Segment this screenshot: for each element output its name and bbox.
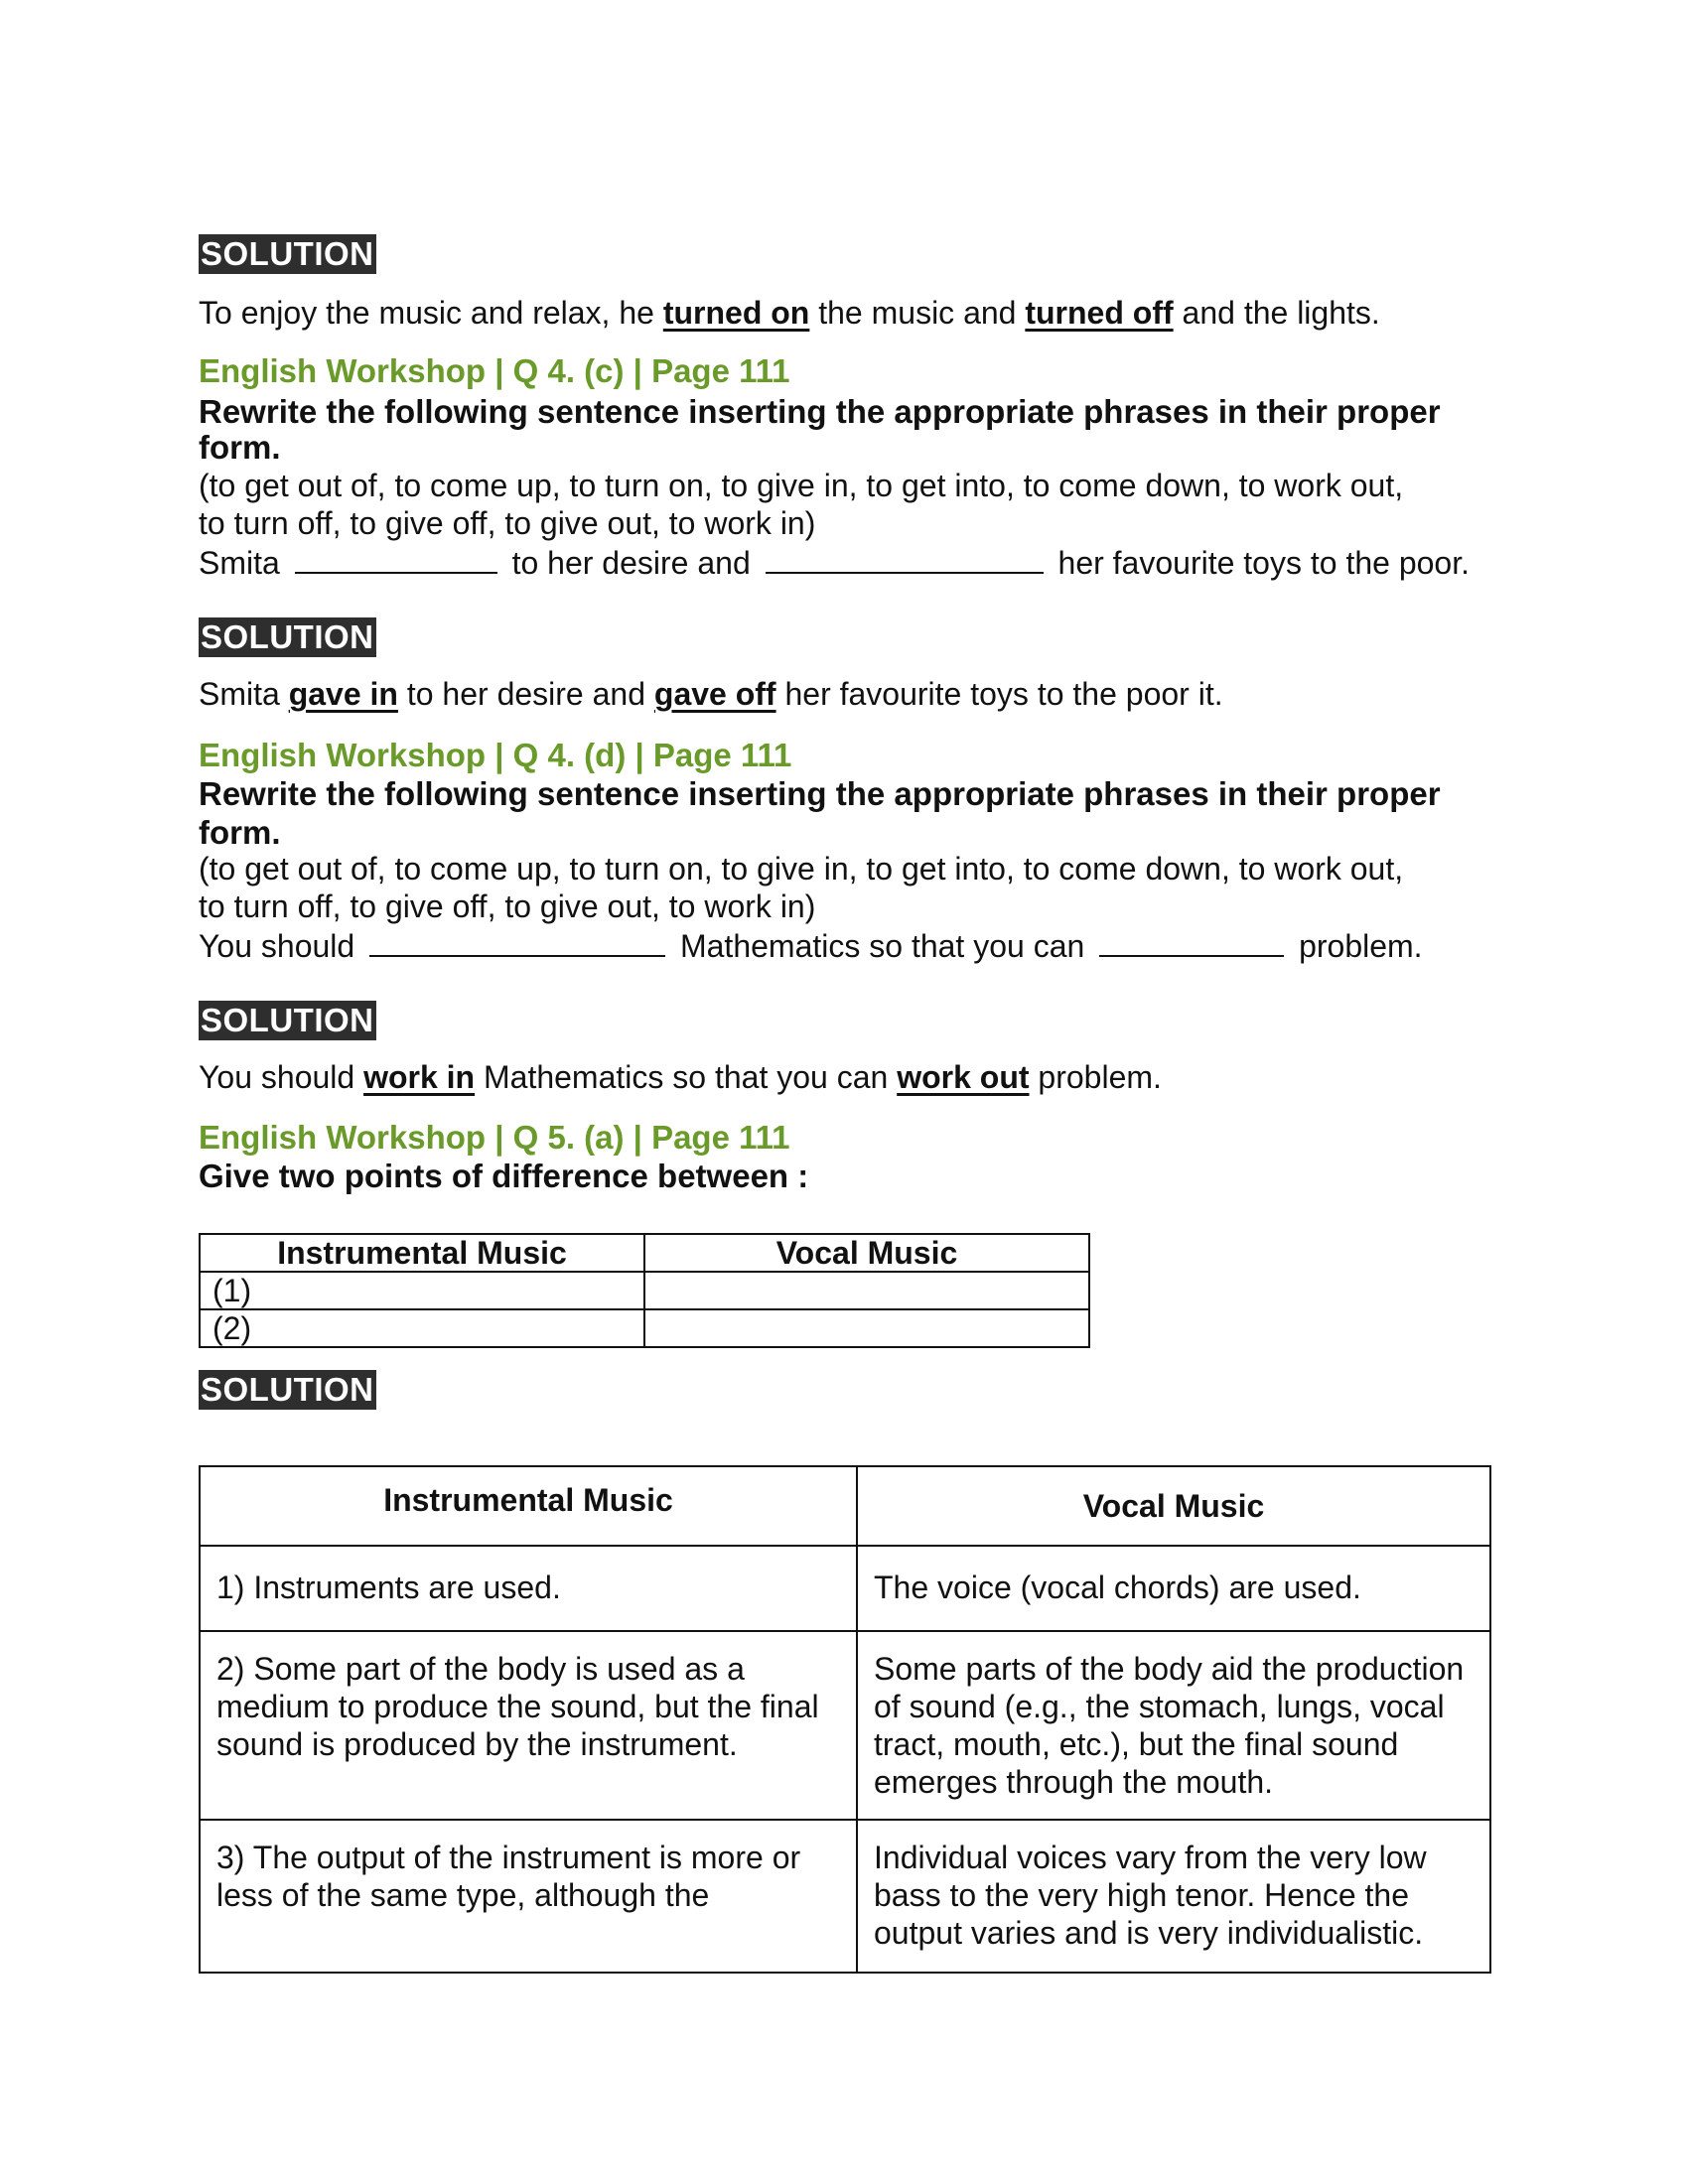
solution-label: SOLUTION [201,618,374,655]
answer-phrase: turned off [1025,295,1174,331]
sentence-part: her favourite toys to the poor. [1057,545,1470,581]
answer-table-cell: 1) Instruments are used. [200,1546,857,1631]
solution-block-4 [199,1370,376,1410]
answer-table-row [200,1546,1490,1631]
blank-line [766,542,1044,574]
options-line2: to turn off, to give off, to give out, to work in) [199,888,816,924]
options-line1: (to get out of, to come up, to turn on, to give in, to get into, to come down, to work out, [199,851,1404,887]
answer-phrase: work out [897,1059,1030,1095]
table-cell: (1) [200,1272,644,1309]
table-header: Vocal Music [644,1234,1089,1272]
table-row [200,1272,1089,1309]
solution-label: SOLUTION [201,1371,374,1408]
question-heading-q4c: English Workshop | Q 4. (c) | Page 111 [199,352,790,389]
table-cell [644,1272,1089,1309]
answer-table-header: Vocal Music [857,1466,1490,1546]
answer-table-row [200,1820,1490,1973]
solution-block-1 [199,234,376,274]
solution-label: SOLUTION [201,1002,374,1038]
question-instruction-line2: form. [199,429,281,466]
question-instruction-line1: Rewrite the following sentence inserting the appropriate phrases in their proper [199,775,1441,812]
text-segment: Mathematics so that you can [475,1059,898,1095]
answer-table-header-row [200,1466,1490,1546]
options-line2: to turn off, to give off, to give out, to work in) [199,505,816,541]
answer-table-cell: Some parts of the body aid the production of sound (e.g., the stomach, lungs, vocal tract, mouth, etc.), but the final sound emerges through the mouth. [857,1631,1490,1820]
options-line1: (to get out of, to come up, to turn on, to give in, to get into, to come down, to work out, [199,468,1404,503]
blank-line [1099,925,1284,957]
sentence-part: problem. [1299,928,1423,964]
question-heading-q4d: English Workshop | Q 4. (d) | Page 111 [199,737,792,773]
table-row [200,1309,1089,1347]
question-instruction-line1: Rewrite the following sentence inserting the appropriate phrases in their proper [199,393,1441,430]
answer-phrase: gave in [288,676,398,712]
question-heading-q5a: English Workshop | Q 5. (a) | Page 111 [199,1119,790,1156]
text-segment: and the lights. [1173,295,1380,331]
solution-text-2 [199,675,1223,713]
answer-table-cell: Individual voices vary from the very low bass to the very high tenor. Hence the output varies and is very individualistic. [857,1820,1490,1973]
blank-line [369,925,665,957]
text-segment: the music and [809,295,1026,331]
question-table [199,1233,1090,1348]
solution-text-1 [199,294,1380,332]
question-sentence [199,925,1423,965]
text-segment: problem. [1029,1059,1162,1095]
table-cell [644,1309,1089,1347]
sentence-part: to her desire and [511,545,751,581]
answer-table [199,1465,1491,1974]
answer-table-cell: The voice (vocal chords) are used. [857,1546,1490,1631]
text-segment: You should [199,1059,364,1095]
solution-block-2 [199,617,376,657]
solution-block-3 [199,1001,376,1040]
question-sentence [199,542,1470,582]
solution-text-3 [199,1058,1162,1096]
answer-phrase: turned on [662,295,810,331]
answer-phrase: gave off [653,676,776,712]
table-header: Instrumental Music [200,1234,644,1272]
sentence-part: Smita [199,545,280,581]
answer-phrase: work in [363,1059,476,1095]
table-header-row [200,1234,1089,1272]
answer-table-row [200,1631,1490,1820]
solution-label: SOLUTION [201,235,374,272]
question-instruction-line2: form. [199,814,281,851]
sentence-part: Mathematics so that you can [679,928,1085,964]
question-instruction: Give two points of difference between : [199,1158,809,1194]
text-segment: Smita [199,676,289,712]
text-segment: to her desire and [397,676,654,712]
answer-table-header: Instrumental Music [200,1466,857,1546]
sentence-part: You should [199,928,355,964]
blank-line [295,542,497,574]
text-segment: To enjoy the music and relax, he [199,295,663,331]
answer-table-cell: 3) The output of the instrument is more or less of the same type, although the [200,1820,857,1973]
answer-table-cell: 2) Some part of the body is used as a medium to produce the sound, but the final sound is produced by the instrument. [200,1631,857,1820]
table-cell: (2) [200,1309,644,1347]
text-segment: her favourite toys to the poor it. [775,676,1223,712]
